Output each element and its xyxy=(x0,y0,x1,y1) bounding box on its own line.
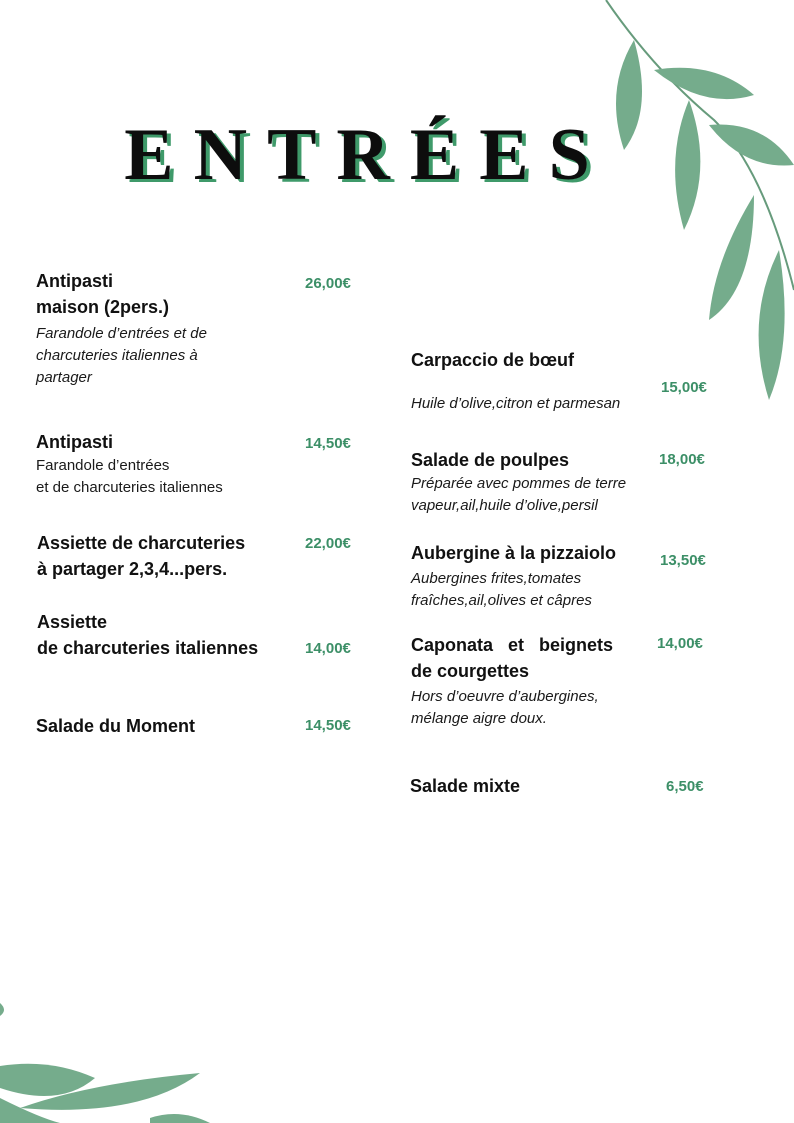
menu-item-carpaccio xyxy=(411,347,661,415)
item-name: Assiette de charcuteries xyxy=(37,533,246,553)
item-name: de charcuteries italiennes xyxy=(37,638,259,658)
item-price: 6,50€ xyxy=(666,778,704,795)
item-name: Aubergine à la pizzaiolo xyxy=(411,543,617,563)
item-price: 14,50€ xyxy=(305,435,351,452)
menu-item-antipasti xyxy=(36,429,296,499)
item-description: Huile d’olive,citron et parmesan xyxy=(411,395,621,412)
item-name: Salade du Moment xyxy=(36,716,196,736)
menu-item-salade-moment xyxy=(36,713,296,739)
item-description: et de charcuteries italiennes xyxy=(36,479,223,496)
item-description: mélange aigre doux. xyxy=(411,710,547,727)
item-name: Salade mixte xyxy=(410,776,521,796)
item-name: Carpaccio de bœuf xyxy=(411,350,575,370)
item-description: Aubergines frites,tomates xyxy=(411,570,582,587)
item-description: vapeur,ail,huile d’olive,persil xyxy=(411,497,598,514)
item-price: 13,50€ xyxy=(660,552,706,569)
menu-item-assiette-italiennes xyxy=(37,609,297,661)
item-price: 22,00€ xyxy=(305,535,351,552)
menu-item-aubergine-pizzaiolo xyxy=(411,540,661,612)
item-price: 14,00€ xyxy=(657,635,703,652)
item-price: 26,00€ xyxy=(305,275,351,292)
item-description: Hors d’oeuvre d’aubergines, xyxy=(411,688,599,705)
page-title: ENTRÉES xyxy=(124,114,610,196)
item-name: Assiette xyxy=(37,612,108,632)
item-name: maison (2pers.) xyxy=(36,297,170,317)
menu-item-assiette-partager xyxy=(37,530,297,582)
item-price: 14,50€ xyxy=(305,717,351,734)
item-name: Antipasti xyxy=(36,432,114,452)
menu-item-caponata xyxy=(411,632,651,730)
item-description: fraîches,ail,olives et câpres xyxy=(411,592,592,609)
item-name: Antipasti xyxy=(36,271,114,291)
item-description: Préparée avec pommes de terre xyxy=(411,475,627,492)
item-name: Caponata et beignets xyxy=(411,635,614,655)
item-price: 14,00€ xyxy=(305,640,351,657)
item-name: à partager 2,3,4...pers. xyxy=(37,559,228,579)
leaf-branch-bottom-left-icon xyxy=(0,958,210,1123)
item-description: charcuteries italiennes à xyxy=(36,347,198,364)
item-description: partager xyxy=(36,369,92,386)
menu-item-salade-mixte xyxy=(410,773,660,799)
item-name: Salade de poulpes xyxy=(411,450,570,470)
item-price: 15,00€ xyxy=(661,379,707,396)
menu-item-antipasti-maison xyxy=(36,268,296,389)
item-description: Farandole d’entrées et de xyxy=(36,325,207,342)
item-description: Farandole d’entrées xyxy=(36,457,170,474)
item-name: de courgettes xyxy=(411,661,530,681)
menu-item-salade-poulpes xyxy=(411,447,661,517)
item-price: 18,00€ xyxy=(659,451,705,468)
